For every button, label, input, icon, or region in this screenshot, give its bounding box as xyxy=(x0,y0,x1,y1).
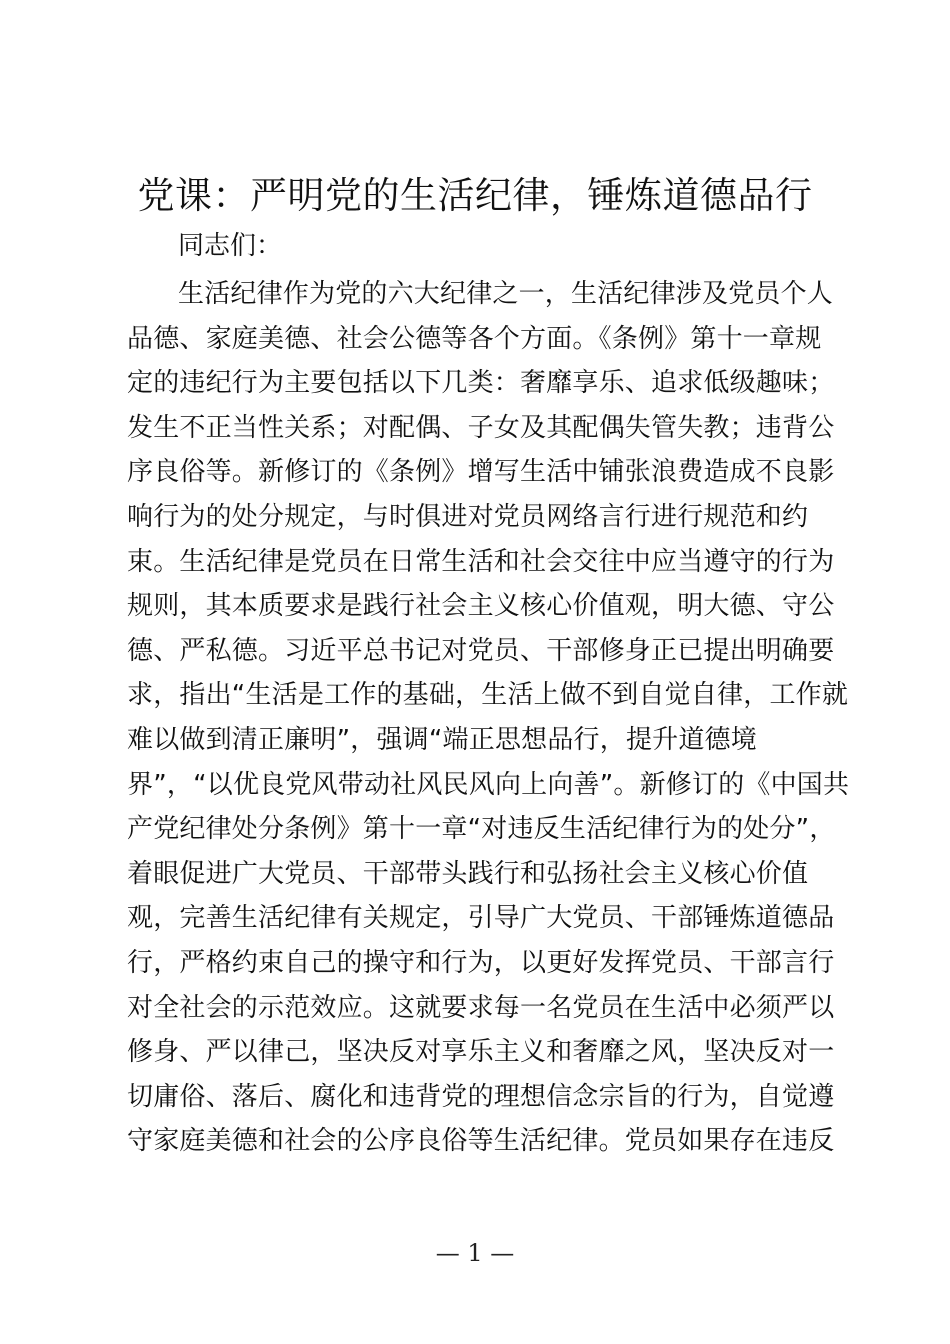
body-line: 品德、家庭美德、社会公德等各个方面。《条例》第十一章规 xyxy=(127,323,822,354)
body-line: 序良俗等。新修订的《条例》增写生活中铺张浪费造成不良影 xyxy=(127,457,835,488)
body-line: 切庸俗、落后、腐化和违背党的理想信念宗旨的行为，自觉遵 xyxy=(127,1081,835,1112)
body-line: 定的违纪行为主要包括以下几类：奢靡享乐、追求低级趣味； xyxy=(127,368,835,399)
body-line: 着眼促进广大党员、干部带头践行和弘扬社会主义核心价值 xyxy=(127,858,809,889)
body-line: 守家庭美德和社会的公序良俗等生活纪律。党员如果存在违反 xyxy=(127,1126,835,1157)
body-line: 响行为的处分规定，与时俱进对党员网络言行进行规范和约 xyxy=(127,501,809,532)
body-line: 求，指出“生活是工作的基础，生活上做不到自觉自律，工作就 xyxy=(127,680,849,711)
body-line: 发生不正当性关系；对配偶、子女及其配偶失管失教；违背公 xyxy=(127,412,835,443)
body-line: 产党纪律处分条例》第十一章“对违反生活纪律行为的处分”， xyxy=(127,814,836,845)
body-line: 行，严格约束自己的操守和行为，以更好发挥党员、干部言行 xyxy=(127,947,835,978)
body-line: 修身、严以律己，坚决反对享乐主义和奢靡之风，坚决反对一 xyxy=(127,1037,835,1068)
body-line: 难以做到清正廉明”，强调“端正思想品行，提升道德境 xyxy=(127,724,757,755)
body-line: 德、严私德。习近平总书记对党员、干部修身正已提出明确要 xyxy=(127,635,835,666)
body-paragraph xyxy=(127,272,850,1164)
body-line: 规则，其本质要求是践行社会主义核心价值观，明大德、守公 xyxy=(127,591,835,622)
body-line: 观，完善生活纪律有关规定，引导广大党员、干部锤炼道德品 xyxy=(127,903,835,934)
body-line: 束。生活纪律是党员在日常生活和社会交往中应当遵守的行为 xyxy=(127,546,835,577)
greeting: 同志们： xyxy=(178,231,283,261)
body-line: 生活纪律作为党的六大纪律之一，生活纪律涉及党员个人 xyxy=(178,279,834,309)
body-line: 界”，“以优良党风带动社风民风向上向善”。新修订的《中国共 xyxy=(127,769,850,800)
document-title: 党课：严明党的生活纪律，锤炼道德品行 xyxy=(137,174,813,217)
body-line: 对全社会的示范效应。这就要求每一名党员在生活中必须严以 xyxy=(127,992,835,1023)
page-number: — 1 — xyxy=(435,1239,515,1267)
